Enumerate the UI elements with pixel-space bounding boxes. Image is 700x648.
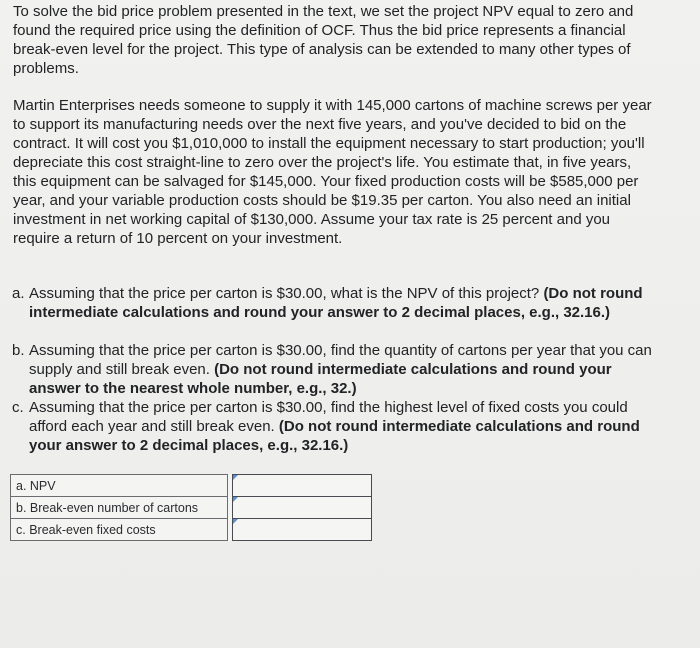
question-letter: c. <box>12 399 24 416</box>
answer-label-npv: a. NPV <box>11 475 228 497</box>
input-marker-icon <box>233 475 238 480</box>
question-text-wrapper <box>12 398 656 455</box>
answer-cell-npv <box>233 475 372 497</box>
question-instruction: (Do not round intermediate calculations and round your answer to 2 decimal places, e.g., 32.16.) <box>29 418 640 454</box>
break-even-cartons-input[interactable] <box>233 497 371 518</box>
answer-table <box>10 474 372 541</box>
intro-paragraph: To solve the bid price problem presented in the text, we set the project NPV equal to zero and found the required price using the definition of OCF. Thus the bid price represents a financial break-even level for the project. This type of analysis can be extended to many other types of problems. <box>13 3 634 77</box>
table-row <box>11 497 372 519</box>
question-text: Assuming that the price per carton is $30.00, what is the NPV of this project? <box>29 285 540 302</box>
break-even-fixed-costs-input[interactable] <box>233 519 371 540</box>
question-text: Assuming that the price per carton is $30.00, find the quantity of cartons per year that you can supply and still break even. <box>29 342 652 378</box>
question-instruction: (Do not round intermediate calculations and round your answer to the nearest whole number, e.g., 32.) <box>29 361 612 397</box>
question-c <box>12 398 656 455</box>
question-letter: a. <box>12 285 25 302</box>
question-instruction: (Do not round intermediate calculations and round your answer to 2 decimal places, e.g., 32.16.) <box>29 285 643 321</box>
input-marker-icon <box>233 519 238 524</box>
question-text-wrapper <box>12 341 656 398</box>
problem-paragraph: Martin Enterprises needs someone to supply it with 145,000 cartons of machine screws per year to support its manufacturing needs over the next five years, and you've decided to bid on the contract. It will cost you $1,010,000 to install the equipment necessary to start production; you'll depreciate this cost straight-line to zero over the project's life. You estimate that, in five years, this equipment can be salvaged for $145,000. Your fixed production costs will be $585,000 per year, and your variable production costs should be $19.35 per carton. You also need an initial investment in net working capital of $130,000. Assume your tax rate is 25 percent and you require a return of 10 percent on your investment. <box>13 97 652 247</box>
table-row <box>11 475 372 497</box>
input-marker-icon <box>233 497 238 502</box>
answer-cell-cartons <box>233 497 372 519</box>
question-text: Assuming that the price per carton is $30.00, find the highest level of fixed costs you could afford each year and still break even. <box>29 399 628 435</box>
npv-input[interactable] <box>233 475 371 496</box>
question-text-wrapper <box>12 284 656 322</box>
answer-cell-fixed-costs <box>233 519 372 541</box>
question-a <box>12 284 656 322</box>
table-row <box>11 519 372 541</box>
question-letter: b. <box>12 342 25 359</box>
question-b <box>12 341 656 398</box>
answer-label-cartons: b. Break-even number of cartons <box>11 497 228 519</box>
answer-label-fixed-costs: c. Break-even fixed costs <box>11 519 228 541</box>
